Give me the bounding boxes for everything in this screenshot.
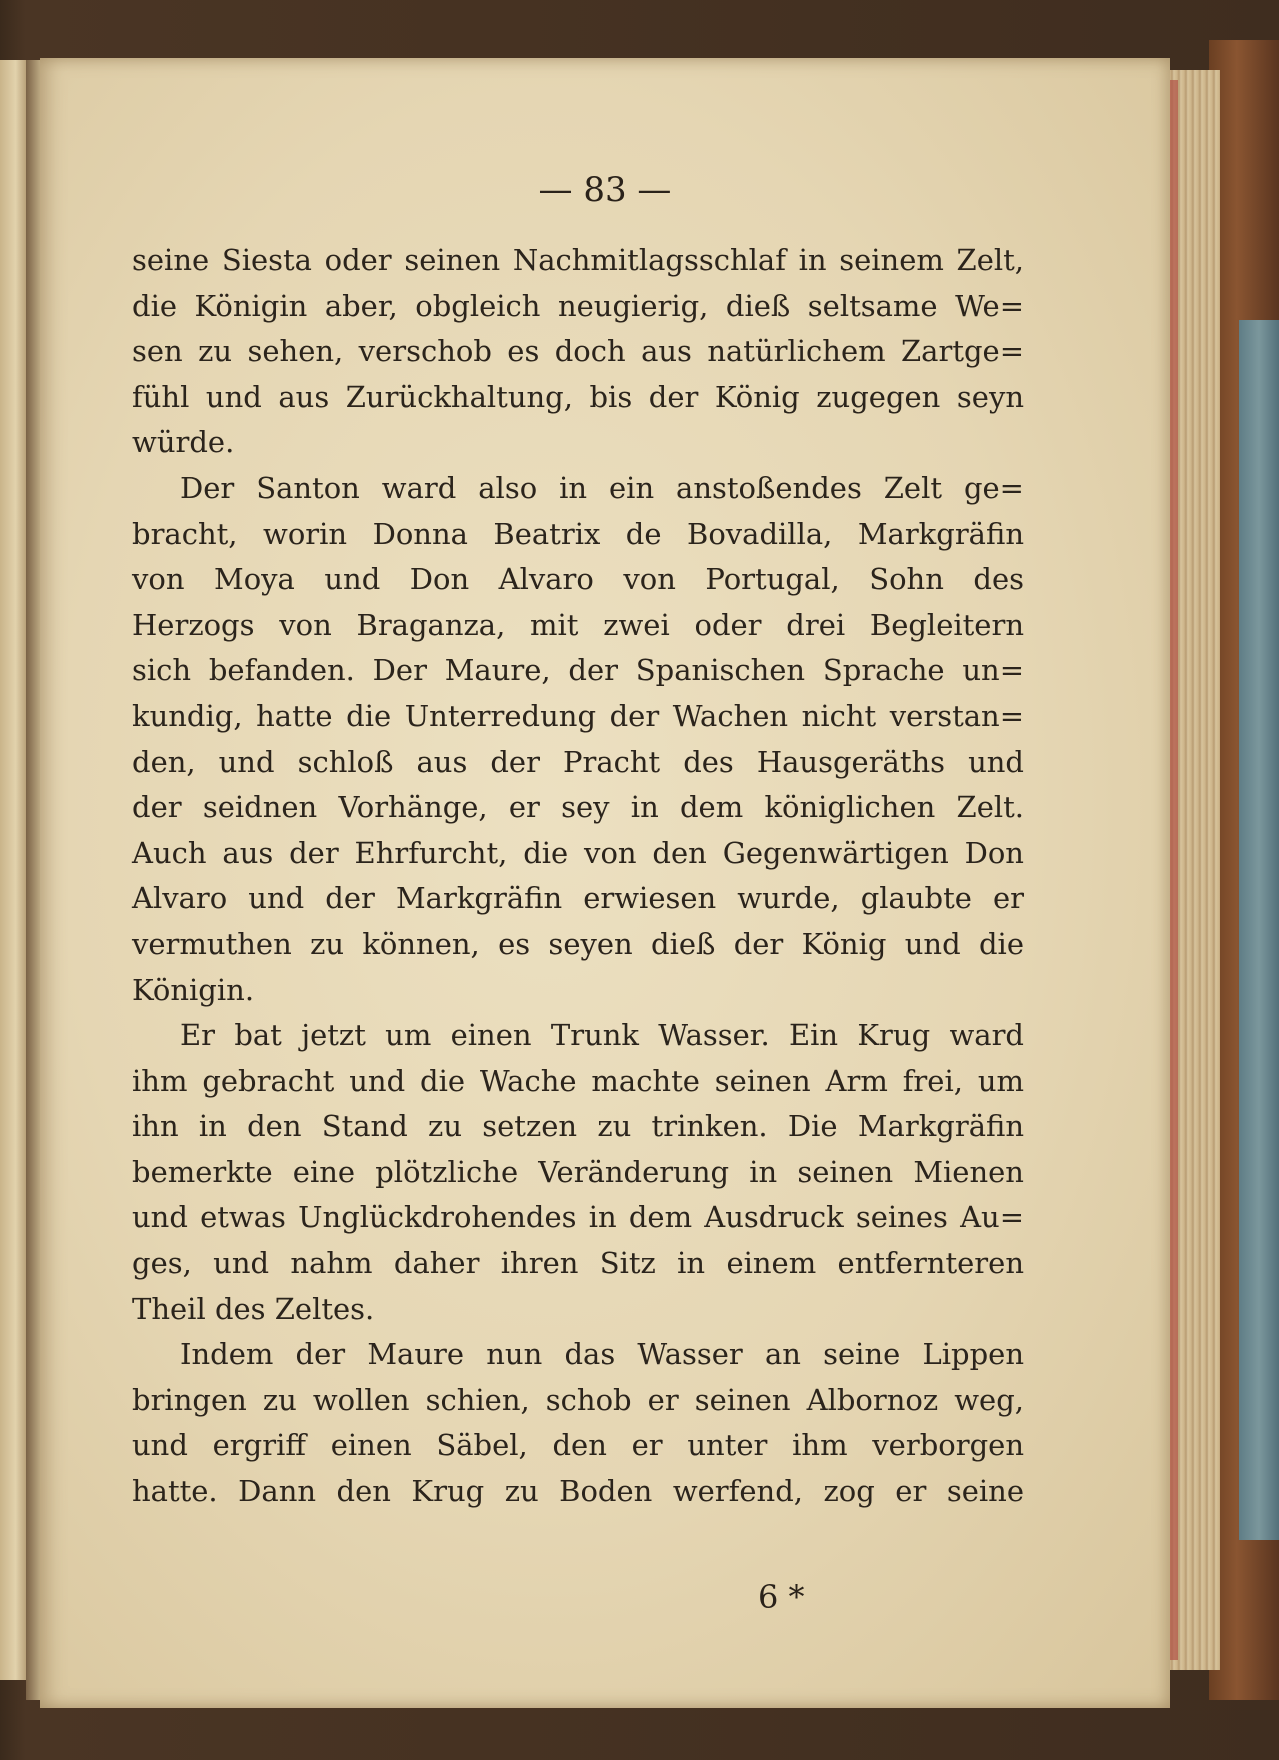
- text-line: Er bat jetzt um einen Trunk Wasser. Ein Krug ward: [180, 1018, 1024, 1053]
- text-line: Auch aus der Ehrfurcht, die von den Gegenwärtigen Don: [132, 835, 1024, 870]
- text-line: bringen zu wollen schien, schob er seinen Albornoz weg,: [132, 1382, 1024, 1417]
- text-line: von Moya und Don Alvaro von Portugal, Sohn des: [132, 562, 1024, 597]
- signature-mark: 6 *: [758, 1578, 805, 1616]
- text-line: der seidnen Vorhänge, er sey in dem königlichen Zelt.: [132, 790, 1024, 825]
- facing-page-edge: [0, 60, 28, 1680]
- text-line: den, und schloß aus der Pracht des Hausgeräths und: [132, 744, 1024, 779]
- text-line: Der Santon ward also in ein anstoßendes Zelt ge=: [180, 470, 1024, 505]
- text-line: die Königin aber, obgleich neugierig, dieß seltsame We=: [132, 288, 1024, 323]
- cover-cloth-strip: [1239, 320, 1279, 1540]
- body-text: [132, 238, 1024, 1515]
- text-line: hatte. Dann den Krug zu Boden werfend, zog er seine: [132, 1474, 1024, 1509]
- text-line: ihn in den Stand zu setzen zu trinken. Die Markgräfin: [132, 1109, 1024, 1144]
- text-line: und etwas Unglückdrohendes in dem Ausdruck seines Au=: [132, 1200, 1024, 1235]
- text-line: bemerkte eine plötzliche Veränderung in seinen Mienen: [132, 1154, 1024, 1189]
- text-line: sen zu sehen, verschob es doch aus natürlichem Zartge=: [132, 334, 1024, 369]
- text-line: kundig, hatte die Unterredung der Wachen nicht verstan=: [132, 698, 1024, 733]
- text-line: ges, und nahm daher ihren Sitz in einem entfernteren: [132, 1246, 1024, 1281]
- red-page-edge: [1170, 80, 1178, 1660]
- text-line: seine Siesta oder seinen Nachmitlagsschlaf in seinem Zelt,: [132, 243, 1024, 277]
- text-line: ihm gebracht und die Wache machte seinen Arm frei, um: [132, 1063, 1024, 1098]
- text-line: sich befanden. Der Maure, der Spanischen Sprache un=: [132, 653, 1024, 688]
- text-line: fühl und aus Zurückhaltung, bis der König zugegen seyn: [132, 379, 1024, 414]
- text-line: bracht, worin Donna Beatrix de Bovadilla, Markgräfin: [132, 516, 1024, 551]
- text-line: vermuthen zu können, es seyen dieß der König und die: [132, 926, 1024, 961]
- page-number: — 83 —: [538, 170, 672, 210]
- text-line: Königin.: [132, 972, 255, 1007]
- text-line: würde.: [132, 425, 235, 460]
- book-page: [40, 58, 1170, 1708]
- text-line: und ergriff einen Säbel, den er unter ihm verborgen: [132, 1428, 1024, 1463]
- text-line: Herzogs von Braganza, mit zwei oder drei Begleitern: [132, 607, 1024, 642]
- text-line: Theil des Zeltes.: [132, 1291, 375, 1326]
- text-line: Indem der Maure nun das Wasser an seine Lippen: [180, 1337, 1024, 1372]
- text-line: Alvaro und der Markgräfin erwiesen wurde, glaubte er: [132, 881, 1024, 916]
